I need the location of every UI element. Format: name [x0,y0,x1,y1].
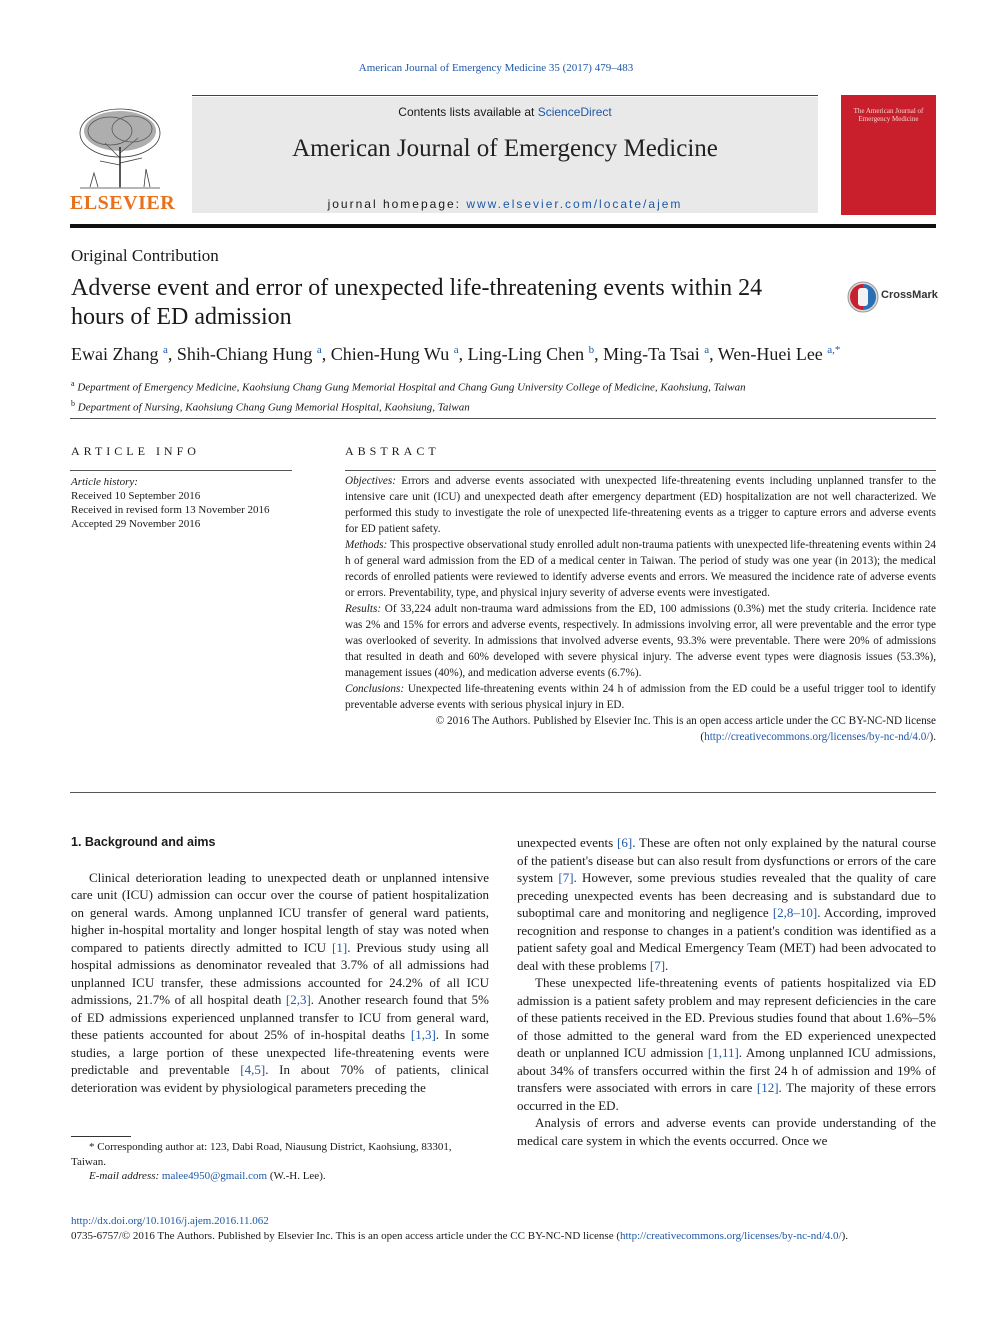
affiliation-item [71,376,937,396]
corresponding-author-note: * Corresponding author at: 123, Dabi Road, Niausung District, Kaohsiung, 83301, Taiwan. [71,1141,452,1168]
body-text: . Another research found that 5% of ED admissions experienced unplanned transfer to ICU from general ward, these patients accounted for about 25% of in-hospital deaths [71,992,489,1042]
body-paragraph [71,869,489,1097]
abstract-methods [345,537,936,601]
author-affiliation-mark[interactable]: a [453,344,459,356]
license-paren: ( [700,731,705,743]
author-affiliation-mark[interactable]: a [162,344,168,356]
copyright-line [71,1230,951,1242]
affiliation-text: Department of Nursing, Kaohsiung Chang Gung Memorial Hospital, Kaohsiung, Taiwan [77,401,470,414]
body-text: . However, some previous studies revealed that the quality of care preceding unexpected events has been decreasing and is substandard due to suboptimal care and monitoring and negligence [517,870,936,920]
article-type: Original Contribution [71,246,219,265]
citation-link[interactable]: [4,5] [240,1062,266,1077]
author-name[interactable]: Ming-Ta Tsai [603,344,700,364]
body-text: . Among unplanned ICU admissions, about 34% of transfers occurred within the first 24 h of admission and 19% of transfers were associated with errors in care [517,1045,936,1095]
license-text: © 2016 The Authors. Published by Elsevier Inc. This is an open access article under the CC BY-NC-ND license [435,715,936,727]
section-heading: 1. Background and aims [71,835,216,849]
citation-link[interactable]: [1] [332,939,348,955]
objectives-label: Objectives: [345,475,396,487]
abstract-body [345,473,936,745]
conclusions-text: Unexpected life-threatening events within 24 h of admission from the ED could be a useful trigger tool to identify preventable adverse events with serious physical injury in ED. [345,683,936,711]
license-statement [345,713,936,745]
author-name[interactable]: Shih-Chiang Hung [176,344,313,364]
affiliation-mark: a [71,379,75,388]
journal-header [70,95,818,215]
body-text: . In some studies, a large portion of these unexpected life-threatening events were predictable and preventable [71,1027,489,1077]
body-text: These unexpected life-threatening events of patients hospitalized via ED admission is a patient safety problem and may represent deficiencies in the care of these patients received in the ED. Previous studies found that about 1.6%–5% of those admitted to the general ward from the ED experienced unexpected death or unplanned ICU admission [517,975,936,1060]
article-info-rule [70,470,292,471]
body-text: Analysis of errors and adverse events can provide understanding of the medical care system in which the events occurred. Once we [517,1115,936,1148]
methods-text: This prospective observational study enrolled adult non-trauma patients with unexpected life-threatening events within 24 h of general ward admission from the ED of a medical center in Taiwan. The period of study was one year (in 2013); the medical records of enrolled patients were reviewed to identify adverse events and errors. We measured the incidence rate of adverse events or errors. Preventability, type, and physical injury severity of adverse events were investigated. [345,539,936,599]
author-affiliation-mark[interactable]: a,* [827,344,841,356]
body-text: . Previous study using all hospital admissions as denominator revealed that 3.7% of all admissions had unplanned ICU transfer, these admissions accounted for 24.2% of all ICU admissions, 21.7% of all hospital death [71,939,489,1007]
history-label: Article history: [71,476,138,488]
conclusions-label: Conclusions: [345,683,405,695]
affiliation-mark: b [71,398,75,408]
citation-link[interactable]: [12] [756,1080,779,1095]
journal-title: American Journal of Emergency Medicine [292,135,718,162]
methods-label: Methods: [345,539,388,551]
copyright-text: 0735-6757/© 2016 The Authors. Published by Elsevier Inc. This is an open access article under the CC BY-NC-ND license ( [71,1230,620,1242]
body-text: . In about 70% of patients, clinical deterioration was evident by physiological parameters preceding the [71,1062,490,1095]
results-text: Of 33,224 adult non-trauma ward admissions from the ED, 100 admissions (0.3%) met the study criteria. Incidence rate was 2% and 15% for errors and adverse events, respectively. In admissions involving error, all were preventable and the error type was overlooked of severity. In admissions that involved adverse events, 93.3% were preventable. There were 20% of admissions that resulted in death and 60% developed with severe physical injury. The adverse event types were diagnosis issues (53.3%), management issues (40%), and medication adverse events (6.7%). [345,603,936,679]
citation-link[interactable]: [2,3] [285,992,311,1007]
crossmark-label: CrossMark [881,289,938,301]
abstract-results [345,601,936,681]
body-paragraph [517,1114,936,1149]
body-text: . According, improved recognition and response to changes in a patient's condition was identified as a patient safety goal and Medical Emergency Team (MET) had been advocated to deal with these problems [517,905,936,973]
copyright-suffix: ). [841,1230,849,1242]
citation-link[interactable]: [6] [617,835,633,850]
author-name[interactable]: Wen-Huei Lee [717,344,823,364]
affiliations [71,376,937,415]
author-list: Ewai Zhang $^a$, Shih-Chiang Hung $^a$, Chien-Hung Wu $^a$, Ling-Ling Chen $^b$, Ming-Ta Tsai $^a$, Wen-Huei Lee $^{a,*}$ [71,344,841,364]
journal-cover-thumbnail[interactable] [841,95,936,215]
copyright-license-link[interactable]: http://creativecommons.org/licenses/by-nc-nd/4.0/ [620,1230,842,1242]
affiliation-text: Department of Emergency Medicine, Kaohsiung Chang Gung Memorial Hospital and Chang Gung University College of Medicine, Kaohsiung, Taiwan [77,381,746,394]
section-divider [70,792,936,793]
body-text: . The majority of these errors occurred in the ED. [517,1080,936,1113]
author-name[interactable]: Ewai Zhang [71,344,159,364]
license-link[interactable]: http://creativecommons.org/licenses/by-nc-nd/4.0/ [704,731,930,743]
citation-link[interactable]: [1,11] [707,1045,739,1060]
doi-link[interactable]: http://dx.doi.org/10.1016/j.ajem.2016.11.062 [71,1215,269,1227]
homepage-link[interactable]: www.elsevier.com/locate/ajem [466,197,683,211]
elsevier-tree-icon [70,103,170,191]
revised-date: Received in revised form 13 November 2016 [71,504,270,516]
body-text: . [665,957,669,973]
body-text: Clinical deterioration leading to unexpected death or unplanned intensive care unit (ICU) admission can occur over the course of patient hospitalization on general wards. Among unplanned ICU transfer of general ward patients, higher in-hospital mortality and longer hospital length of stay was noted when compared to patients directly admitted to ICU [71,869,489,955]
header-rule [192,95,818,96]
article-info-heading: ARTICLE INFO [71,444,200,458]
sciencedirect-link[interactable]: ScienceDirect [537,105,612,119]
accepted-date: Accepted 29 November 2016 [71,518,201,530]
article-history [71,475,301,531]
crossmark-icon [847,281,879,313]
author-affiliation-mark[interactable]: a [704,344,710,356]
article-title: Adverse event and error of unexpected life-threatening events within 24 hours of ED admission [71,275,763,330]
citation-link[interactable]: [1,3] [410,1027,436,1042]
abstract-conclusions [345,681,936,713]
crossmark-badge[interactable] [847,281,947,313]
objectives-text: Errors and adverse events associated with unexpected life-threatening events including unplanned transfer to the intensive care unit (ICU) and unexpected death after emergency department (ED) hospitalization are not well characterized. We performed this study to investigate the role of unexpected life-threatening events as a trigger to capture errors and adverse events for ED patient safety. [345,475,936,535]
affiliation-item [71,396,937,416]
publisher-name: ELSEVIER [70,192,176,214]
author-name[interactable]: Ling-Ling Chen [467,344,585,364]
author-name[interactable]: Chien-Hung Wu [330,344,450,364]
contents-line [192,105,818,119]
contents-prefix: Contents lists available at [398,105,538,119]
author-affiliation-mark[interactable]: a [316,344,322,356]
body-paragraph [517,834,936,974]
elsevier-logo [70,103,176,215]
section-divider [70,418,936,419]
email-label: E-mail address: [89,1170,160,1182]
homepage-prefix: journal homepage: [327,197,467,211]
abstract-rule [345,470,936,471]
cover-title: The American Journal of Emergency Medicine [853,107,924,123]
body-text: unexpected events [517,835,618,850]
body-text: . These are often not only explained by the natural course of the patient's disease but can also result from dysfunctions or errors of the care system [517,835,937,885]
results-label: Results: [345,603,382,615]
received-date: Received 10 September 2016 [71,490,201,502]
license-paren: ). [929,731,936,743]
body-right-column [517,834,936,1149]
footnotes [71,1140,489,1184]
header-divider [70,224,936,228]
body-left-column [71,834,489,1096]
email-owner: (W.-H. Lee). [269,1170,326,1182]
abstract-objectives [345,473,936,537]
citation-link[interactable]: [7] [558,870,574,885]
footnote-rule [71,1136,131,1137]
author-affiliation-mark[interactable]: b [588,344,595,356]
body-paragraph [517,974,936,1114]
journal-reference-link[interactable]: American Journal of Emergency Medicine 35 (2017) 479–483 [358,62,634,74]
citation-link[interactable]: [7] [649,957,666,973]
citation-link[interactable]: [2,8–10] [772,905,818,920]
abstract-heading: ABSTRACT [345,444,440,458]
email-link[interactable]: malee4950@gmail.com [161,1170,268,1182]
homepage-line [192,197,818,211]
email-line [71,1169,489,1184]
